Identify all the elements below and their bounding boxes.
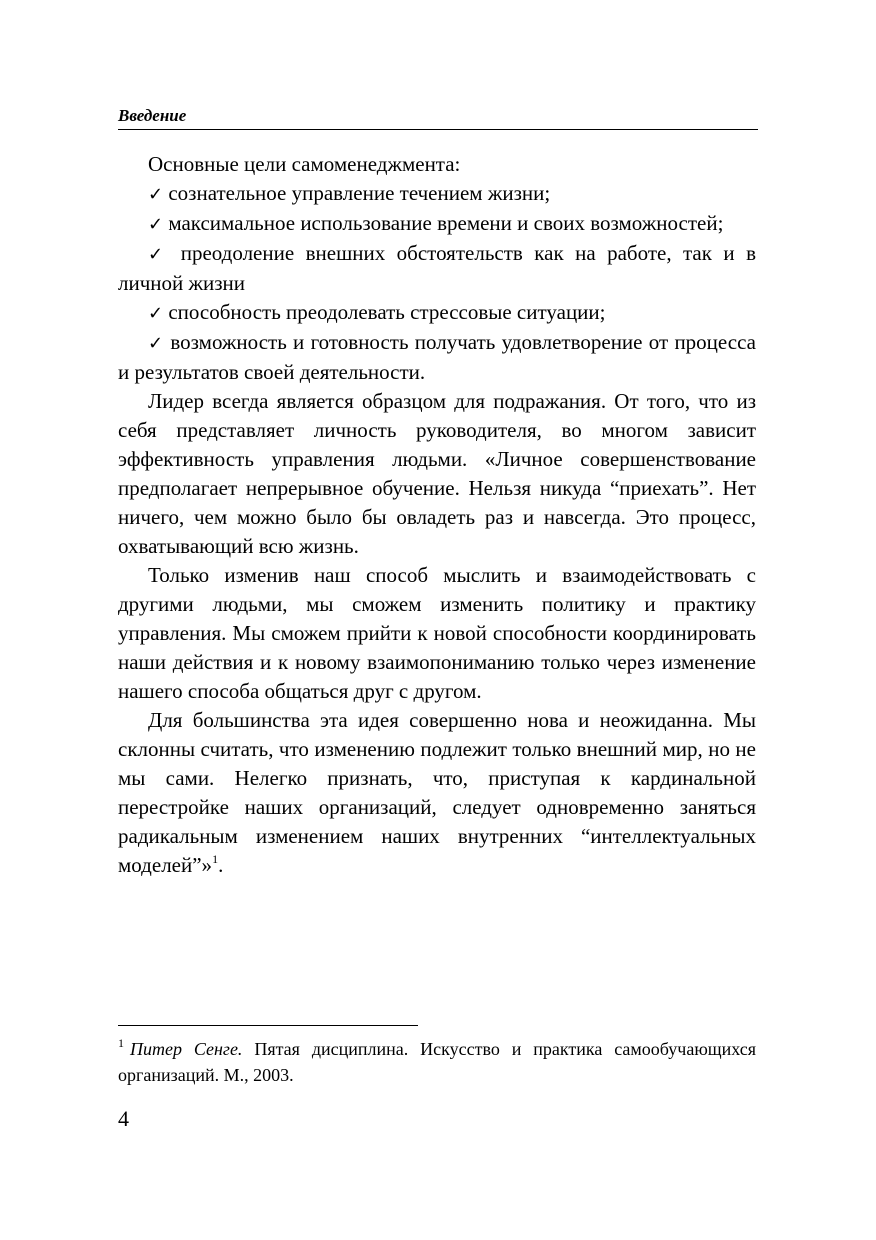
paragraph: Лидер всегда является образцом для подражания. От того, что из себя представляет личность руководителя, во многом зависит эффективность управления людьми. «Личное совершенствование предполагает непрерывное обучение. Нельзя никуда “приехать”. Нет ничего, чем можно было бы овладеть раз и навсегда. Это процесс, охватывающий всю жизнь. xyxy=(118,389,756,558)
checkmark-icon: ✓ xyxy=(148,244,170,265)
paragraph-text: Для большинства эта идея совершенно нова и неожиданна. Мы склонны считать, что изменению подлежит только внешний мир, но не мы сами. Нелегко признать, что, приступая к кардинальной перестройке наших организаций, следует одновременно заняться радикальным изменением наших внутренних “интеллектуальных моделей”» xyxy=(118,708,756,877)
goal-text: возможность и готовность получать удовлетворение от процесса и результатов своей деятельности. xyxy=(118,330,756,384)
goal-item xyxy=(118,239,756,298)
running-title: Введение xyxy=(118,106,187,125)
footnote-reference[interactable]: 1 xyxy=(212,852,219,866)
goal-item xyxy=(118,298,756,328)
footnote xyxy=(118,1036,756,1088)
footnote-text: Пятая дисциплина. Искусство и практика самообучающихся организаций. М., 2003. xyxy=(118,1039,757,1085)
goal-text: способность преодолевать стрессовые ситуации; xyxy=(168,300,606,324)
footnote-author: Питер Сенге. xyxy=(130,1039,243,1059)
body-text xyxy=(118,150,756,880)
goal-text: максимальное использование времени и своих возможностей; xyxy=(168,211,724,235)
goal-item xyxy=(118,328,756,387)
goal-text: преодоление внешних обстоятельств как на работе, так и в личной жизни xyxy=(118,241,756,295)
page-number: 4 xyxy=(118,1106,129,1131)
footnote-marker: 1 xyxy=(118,1036,124,1050)
goal-text: сознательное управление течением жизни; xyxy=(168,181,551,205)
checkmark-icon: ✓ xyxy=(148,184,164,205)
paragraph: Только изменив наш способ мыслить и взаимодействовать с другими людьми, мы сможем изменить политику и практику управления. Мы сможем прийти к новой способности координировать наши действия и к новому взаимопониманию только через изменение нашего способа общаться друг с другом. xyxy=(118,563,756,703)
goals-intro: Основные цели самоменеджмента: xyxy=(148,152,461,176)
checkmark-icon: ✓ xyxy=(148,214,164,235)
goal-item xyxy=(118,179,756,209)
footnote-divider xyxy=(118,1025,418,1026)
running-head xyxy=(118,106,758,130)
paragraph xyxy=(118,706,756,880)
paragraph-end: . xyxy=(218,853,224,877)
checkmark-icon: ✓ xyxy=(148,333,165,354)
goal-item xyxy=(118,209,756,239)
checkmark-icon: ✓ xyxy=(148,303,164,324)
